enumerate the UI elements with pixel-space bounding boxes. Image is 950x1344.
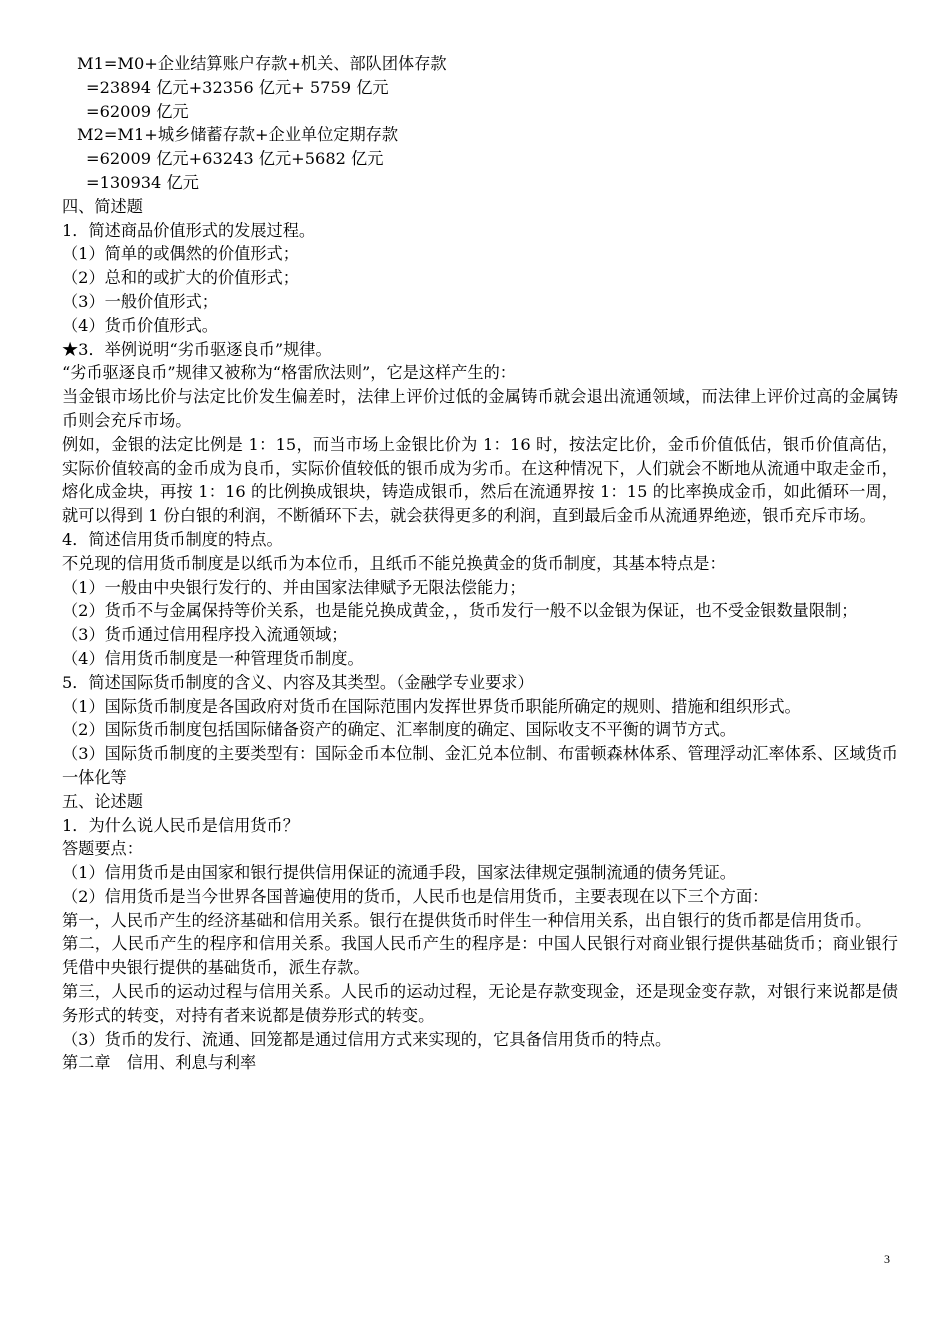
document-page <box>62 52 898 1075</box>
essay-point-1: （1）信用货币是由国家和银行提供信用保证的流通手段，国家法律规定强制流通的债务凭证。 <box>62 863 736 883</box>
formula-m1-values: =23894 亿元+32356 亿元+ 5759 亿元 <box>86 77 389 97</box>
question-3-example: 例如，金银的法定比例是 1：15，而当市场上金银比价为 1：16 时，按法定比价，金币价值低估，银币价值高估，实际价值较高的金币成为良币，实际价值较低的银币成为劣币。在这种情况下，人们就会不断地从流通中取走金币，熔化成金块，再按 1：16 的比例换成银块，铸造成银币，然后在流通界按 1：15 的比率换成金币，如此循环一周，就可以得到 1 份白银的利润，不断循环下去，就会获得更多的利润，直到最后金币从流通界绝迹，银币充斥市场。 <box>62 434 898 526</box>
essay-point-2: （2）信用货币是当今世界各国普遍使用的货币，人民币也是信用货币，主要表现在以下三个方面： <box>62 886 769 906</box>
question-4-point-2: （2）货币不与金属保持等价关系，也是能兑换成黄金，，货币发行一般不以金银为保证，也不受金银数量限制； <box>62 601 858 621</box>
question-4-intro: 不兑现的信用货币制度是以纸币为本位币，且纸币不能兑换黄金的货币制度，其基本特点是： <box>62 553 726 573</box>
essay-point-3: （3）货币的发行、流通、回笼都是通过信用方式来实现的，它具备信用货币的特点。 <box>62 1029 672 1049</box>
question-1-point-2: （2）总和的或扩大的价值形式； <box>62 268 299 288</box>
essay-point-2-first: 第一，人民币产生的经济基础和信用关系。银行在提供货币时伴生一种信用关系，出自银行的货币都是信用货币。 <box>62 910 872 930</box>
question-4-point-1: （1）一般由中央银行发行的、并由国家法律赋予无限法偿能力； <box>62 577 526 597</box>
question-4-title: 4．简述信用货币制度的特点。 <box>62 529 283 549</box>
section-heading-short-answer: 四、简述题 <box>62 196 143 216</box>
chapter-heading: 第二章 信用、利息与利率 <box>62 1053 257 1073</box>
essay-point-2-second: 第二，人民币产生的程序和信用关系。我国人民币产生的程序是：中国人民银行对商业银行提供基础货币；商业银行凭借中央银行提供的基础货币，派生存款。 <box>62 934 898 978</box>
page-number: 3 <box>884 1252 890 1266</box>
question-5-point-1: （1）国际货币制度是各国政府对货币在国际范围内发挥世界货币职能所确定的规则、措施和组织形式。 <box>62 696 801 716</box>
formula-m2-result: =130934 亿元 <box>86 172 199 192</box>
question-3-title: ★3．举例说明“劣币驱逐良币”规律。 <box>62 339 332 359</box>
answer-key-label: 答题要点： <box>62 839 143 859</box>
section-heading-essay: 五、论述题 <box>62 791 143 811</box>
formula-m2-values: =62009 亿元+63243 亿元+5682 亿元 <box>86 149 384 169</box>
formula-m1-result: =62009 亿元 <box>86 101 189 121</box>
question-4-point-4: （4）信用货币制度是一种管理货币制度。 <box>62 648 364 668</box>
question-4-point-3: （3）货币通过信用程序投入流通领域； <box>62 625 348 645</box>
essay-point-2-third: 第三，人民币的运动过程与信用关系。人民币的运动过程，无论是存款变现金，还是现金变存款，对银行来说都是债务形式的转变，对持有者来说都是债券形式的转变。 <box>62 982 898 1025</box>
question-1-point-1: （1）简单的或偶然的价值形式； <box>62 244 299 264</box>
question-5-title: 5．简述国际货币制度的含义、内容及其类型。（金融学专业要求） <box>62 672 534 692</box>
question-1-point-3: （3）一般价值形式； <box>62 291 218 311</box>
essay-question-1-title: 1．为什么说人民币是信用货币？ <box>62 815 299 835</box>
formula-m1: M1=M0+企业结算账户存款+机关、部队团体存款 <box>77 54 447 73</box>
question-1-point-4: （4）货币价值形式。 <box>62 315 218 335</box>
question-5-point-3: （3）国际货币制度的主要类型有：国际金币本位制、金汇兑本位制、布雷顿森林体系、管理浮动汇率体系、区域货币一体化等 <box>62 744 898 787</box>
formula-m2: M2=M1+城乡储蓄存款+企业单位定期存款 <box>77 125 399 145</box>
question-1-title: 1．简述商品价值形式的发展过程。 <box>62 220 316 240</box>
question-5-point-2: （2）国际货币制度包括国际储备资产的确定、汇率制度的确定、国际收支不平衡的调节方式。 <box>62 720 736 740</box>
question-3-intro: “劣币驱逐良币”规律又被称为“格雷欣法则”，它是这样产生的： <box>62 363 516 383</box>
question-3-explanation: 当金银市场比价与法定比价发生偏差时，法律上评价过低的金属铸币就会退出流通领域，而法律上评价过高的金属铸币则会充斥市场。 <box>62 387 898 430</box>
